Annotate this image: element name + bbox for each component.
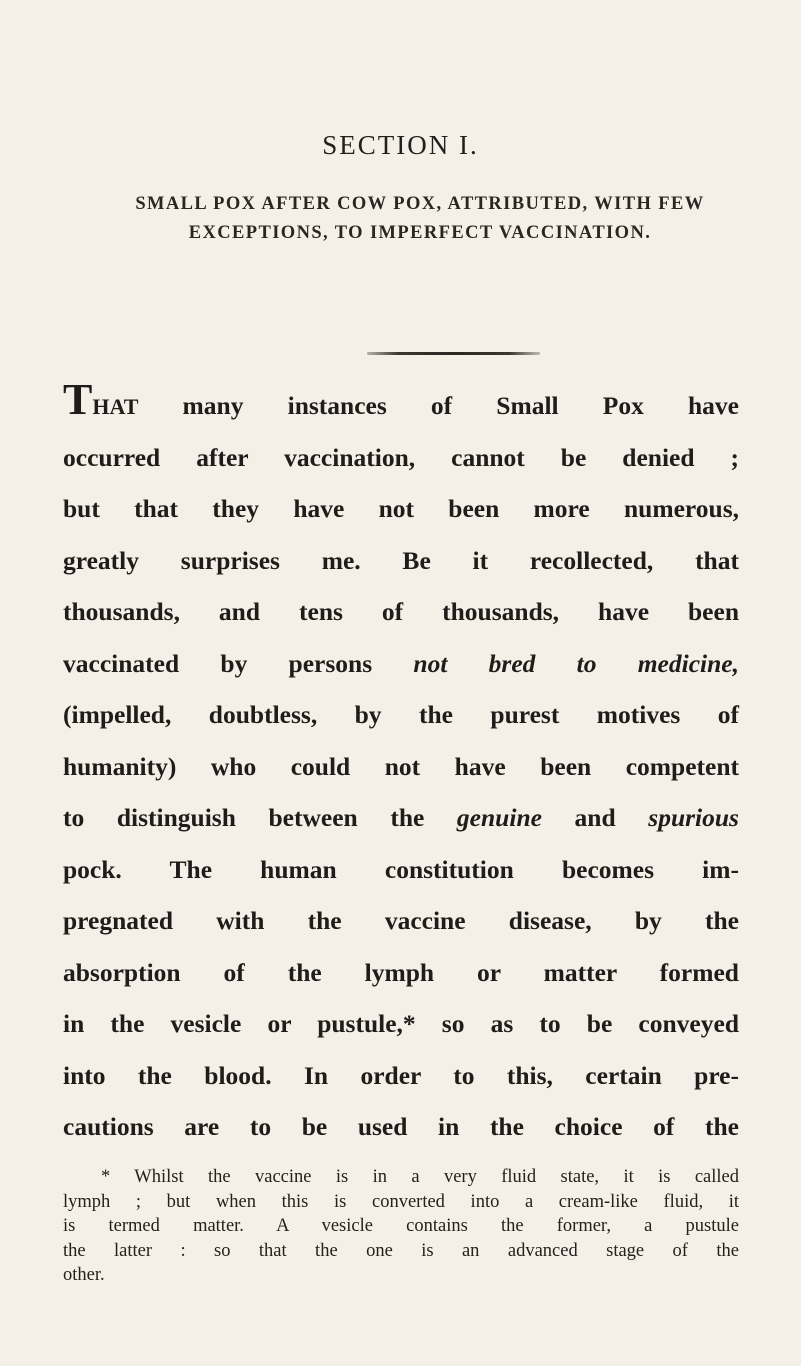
ornamental-rule <box>367 352 540 355</box>
text-line <box>63 375 739 432</box>
body-paragraph <box>63 375 739 1153</box>
footnote-line: * Whilst the vaccine is in a very fluid state, it is called <box>101 1167 739 1187</box>
footnote-line: lymph ; but when this is converted into a cream-like fluid, it <box>63 1191 739 1212</box>
text-line: humanity) who could not have been competent <box>63 751 739 781</box>
text-line: pock. The human constitution becomes im- <box>63 854 739 884</box>
footnote-line: other. <box>63 1265 105 1285</box>
subtitle-line: SMALL POX AFTER COW POX, ATTRIBUTED, WITH FEW <box>135 194 705 214</box>
text-fragment: and <box>541 803 649 832</box>
text-line <box>63 638 739 690</box>
text-fragment: many instances of Small Pox have <box>138 391 739 420</box>
text-line: greatly surprises me. Be it recollected, that <box>63 545 739 575</box>
text-line: but that they have not been more numerous, <box>63 494 739 523</box>
section-subtitle <box>120 190 720 248</box>
drop-cap: T <box>63 375 93 424</box>
text-line <box>63 792 739 844</box>
small-caps-word: HAT <box>92 394 139 419</box>
italic-phrase: not bred to medicine, <box>413 648 739 678</box>
footnote <box>63 1165 739 1288</box>
text-line: (impelled, doubtless, by the purest motives of <box>63 700 739 729</box>
text-line: thousands, and tens of thousands, have been <box>63 597 739 626</box>
subtitle-line: EXCEPTIONS, TO IMPERFECT VACCINATION. <box>188 223 652 243</box>
text-line: occurred after vaccination, cannot be denied ; <box>63 442 739 472</box>
text-line: absorption of the lymph or matter formed <box>63 957 739 987</box>
italic-word: spurious <box>648 803 739 832</box>
text-line: pregnated with the vaccine disease, by the <box>63 906 739 935</box>
text-line: cautions are to be used in the choice of the <box>63 1112 739 1141</box>
text-fragment: to distinguish between the <box>63 803 457 832</box>
section-heading: SECTION I. <box>322 130 479 160</box>
text-fragment: vaccinated by persons <box>63 648 414 678</box>
text-line: into the blood. In order to this, certain pre- <box>63 1060 739 1090</box>
text-line: in the vesicle or pustule,* so as to be conveyed <box>63 1009 739 1038</box>
footnote-line: is termed matter. A vesicle contains the former, a pustule <box>63 1216 739 1236</box>
italic-word: genuine <box>456 803 542 832</box>
footnote-line: the latter : so that the one is an advanced stage of the <box>63 1240 739 1261</box>
